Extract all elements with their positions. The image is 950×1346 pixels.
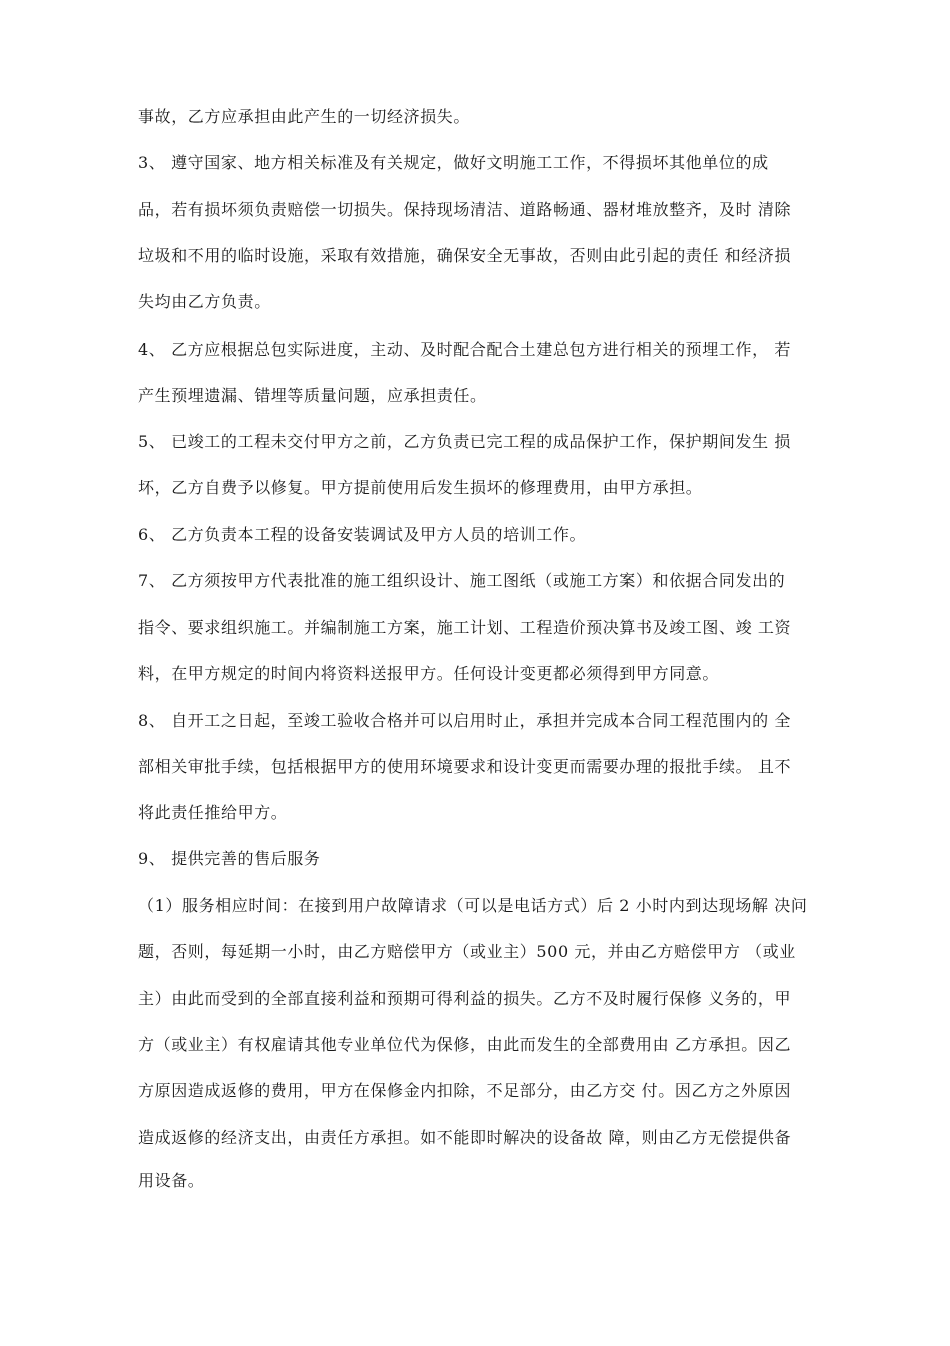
text-line: 5、 已竣工的工程未交付甲方之前，乙方负责已完工程的成品保护工作，保护期间发生 损 bbox=[138, 432, 791, 451]
text-line: 失均由乙方负责。 bbox=[138, 292, 271, 311]
text-line: 指令、要求组织施工。并编制施工方案，施工计划、工程造价预决算书及竣工图、竣 工资 bbox=[138, 618, 792, 637]
text-line: 主）由此而受到的全部直接利益和预期可得利益的损失。乙方不及时履行保修 义务的，甲 bbox=[138, 989, 792, 1008]
text-line: 3、 遵守国家、地方相关标准及有关规定，做好文明施工工作，不得损坏其他单位的成 bbox=[138, 153, 769, 172]
text-line: 产生预埋遗漏、错埋等质量问题，应承担责任。 bbox=[138, 386, 487, 405]
text-line: （1）服务相应时间：在接到用户故障请求（可以是电话方式）后 2 小时内到达现场解 决问 bbox=[138, 896, 808, 915]
text-line: 6、 乙方负责本工程的设备安装调试及甲方人员的培训工作。 bbox=[138, 525, 587, 544]
text-line: 题，否则，每延期一小时，由乙方赔偿甲方（或业主）500 元，并由乙方赔偿甲方 （或业 bbox=[138, 942, 796, 961]
text-line: 方原因造成返修的费用，甲方在保修金内扣除，不足部分，由乙方交 付。因乙方之外原因 bbox=[138, 1081, 792, 1100]
text-line: 部相关审批手续，包括根据甲方的使用环境要求和设计变更而需要办理的报批手续。 且不 bbox=[138, 757, 792, 776]
text-line: 料，在甲方规定的时间内将资料送报甲方。任何设计变更都必须得到甲方同意。 bbox=[138, 664, 720, 683]
text-line: 事故，乙方应承担由此产生的一切经济损失。 bbox=[138, 107, 471, 126]
text-line: 用设备。 bbox=[138, 1171, 205, 1190]
text-line: 7、 乙方须按甲方代表批准的施工组织设计、施工图纸（或施工方案）和依据合同发出的 bbox=[138, 571, 786, 590]
text-line: 4、 乙方应根据总包实际进度，主动、及时配合配合土建总包方进行相关的预埋工作， 若 bbox=[138, 340, 791, 359]
text-line: 坏，乙方自费予以修复。甲方提前使用后发生损坏的修理费用，由甲方承担。 bbox=[138, 478, 703, 497]
text-line: 方（或业主）有权雇请其他专业单位代为保修，由此而发生的全部费用由 乙方承担。因乙 bbox=[138, 1035, 792, 1054]
text-line: 造成返修的经济支出，由责任方承担。如不能即时解决的设备故 障，则由乙方无偿提供备 bbox=[138, 1128, 792, 1147]
text-line: 垃圾和不用的临时设施，采取有效措施，确保安全无事故，否则由此引起的责任 和经济损 bbox=[138, 246, 792, 265]
text-line: 品，若有损坏须负责赔偿一切损失。保持现场清洁、道路畅通、器材堆放整齐，及时 清除 bbox=[138, 200, 792, 219]
text-line: 9、 提供完善的售后服务 bbox=[138, 849, 321, 868]
text-line: 8、 自开工之日起，至竣工验收合格并可以启用时止，承担并完成本合同工程范围内的 全 bbox=[138, 711, 791, 730]
text-line: 将此责任推给甲方。 bbox=[138, 803, 288, 822]
